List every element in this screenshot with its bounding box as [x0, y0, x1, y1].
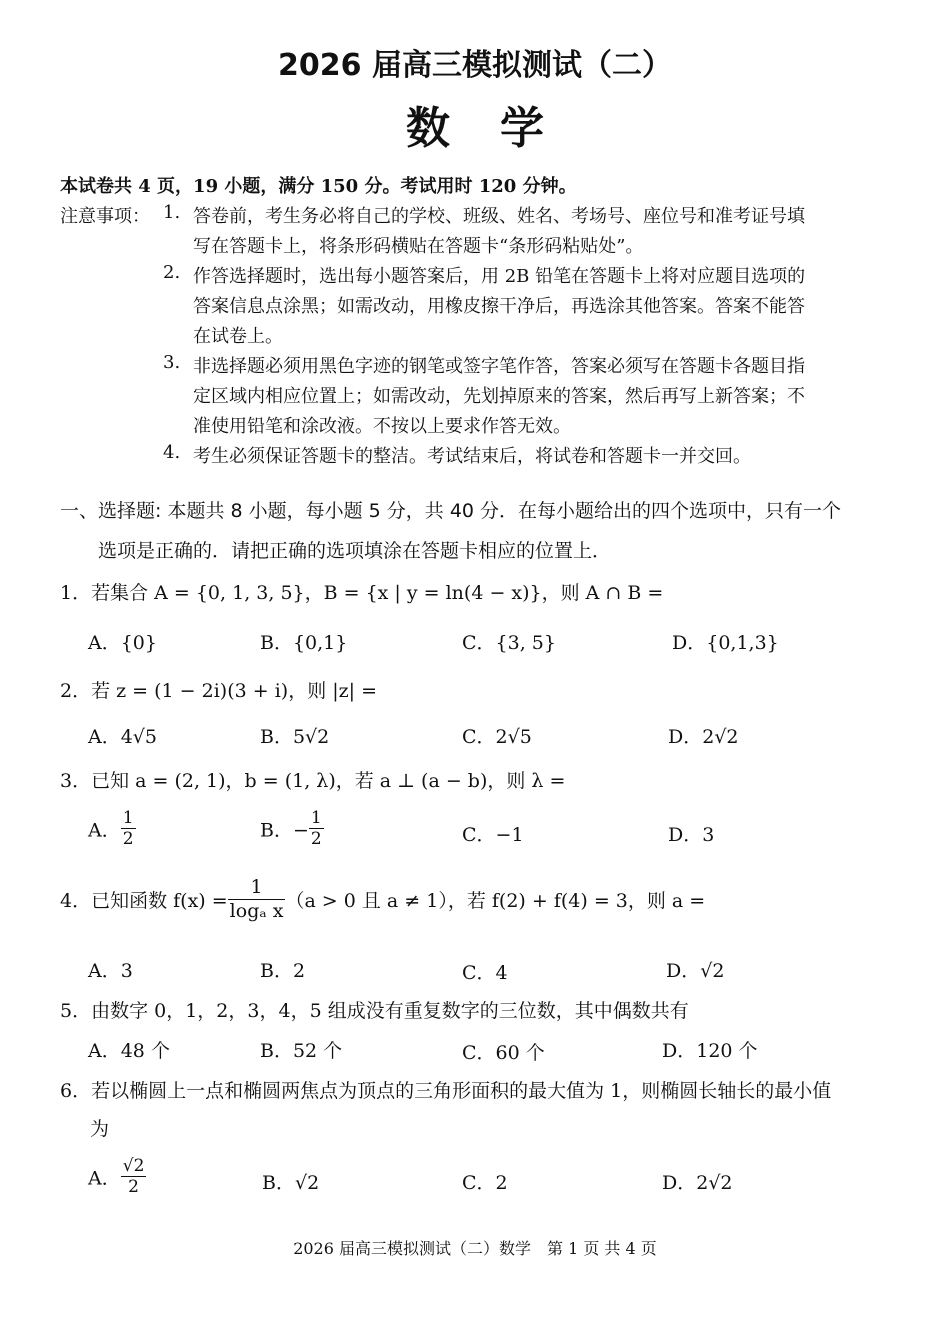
- option-d: D．3: [668, 824, 715, 846]
- notice-number: 4.: [163, 442, 181, 463]
- option-c: C．−1: [462, 824, 524, 846]
- option-a: A．4√5: [88, 726, 158, 748]
- option-c: C．2: [462, 1172, 508, 1194]
- option-b: B．√2: [262, 1172, 320, 1194]
- subject-title: 数学: [406, 103, 594, 154]
- option-d: D．{0,1,3}: [672, 632, 779, 654]
- notice-line: 非选择题必须用黑色字迹的钢笔或签字笔作答，答案必须写在答题卡各题目指: [193, 356, 805, 377]
- option-c: C．60 个: [462, 1042, 545, 1064]
- option-c: C．4: [462, 962, 508, 984]
- fraction-denominator: logₐ x: [229, 899, 284, 922]
- question-stem: 5．由数字 0，1，2，3，4，5 组成没有重复数字的三位数，其中偶数共有: [60, 1000, 689, 1022]
- option-a: [88, 1156, 146, 1198]
- fraction-denominator: 2: [122, 829, 134, 850]
- question-stem: [60, 876, 705, 923]
- fraction-numerator: 1: [310, 808, 322, 828]
- exam-title: 2026 届高三模拟测试（二）: [278, 48, 672, 83]
- section-heading-line2: 选项是正确的．请把正确的选项填涂在答题卡相应的位置上．: [98, 540, 612, 562]
- fraction-denominator: 2: [310, 829, 322, 850]
- notice-line: 作答选择题时，选出每小题答案后，用 2B 铅笔在答题卡上将对应题目选项的: [193, 266, 806, 287]
- option-c: C．2√5: [462, 726, 532, 748]
- fraction: [309, 808, 324, 850]
- notice-line: 答卷前，考生务必将自己的学校、班级、姓名、考场号、座位号和准考证号填: [193, 206, 805, 227]
- option-d: D．2√2: [668, 726, 739, 748]
- question-stem: 2．若 z = (1 − 2i)(3 + i)，则 |z| =: [60, 680, 378, 702]
- option-d: D．2√2: [662, 1172, 733, 1194]
- section-heading-line1: 一、选择题: 本题共 8 小题，每小题 5 分，共 40 分．在每小题给出的四个选项中，只有一个: [60, 500, 842, 522]
- option-a: A．48 个: [88, 1040, 170, 1062]
- notice-line: 在试卷上。: [193, 326, 283, 347]
- option-d: D．120 个: [662, 1040, 758, 1062]
- page-footer: 2026 届高三模拟测试（二）数学 第 1 页 共 4 页: [293, 1239, 657, 1258]
- option-b: B．5√2: [260, 726, 330, 748]
- notice-line: 写在答题卡上，将条形码横贴在答题卡“条形码粘贴处”。: [193, 236, 644, 257]
- stem-prefix: 4．已知函数 f(x) =: [60, 889, 228, 912]
- fraction: [121, 808, 136, 850]
- option-c: C．{3, 5}: [462, 632, 556, 654]
- stem-suffix: （a > 0 且 a ≠ 1），若 f(2) + f(4) = 3，则 a =: [285, 889, 706, 912]
- notice-line: 答案信息点涂黑；如需改动，用橡皮擦干净后，再选涂其他答案。答案不能答: [193, 296, 805, 317]
- option-b: B．52 个: [260, 1040, 343, 1062]
- notice-number: 2.: [163, 262, 181, 283]
- notice-line: 考生必须保证答题卡的整洁。考试结束后，将试卷和答题卡一并交回。: [193, 446, 751, 467]
- notice-number: 1.: [163, 202, 181, 223]
- question-stem: 3．已知 a = (2, 1)，b = (1, λ)，若 a ⊥ (a − b)，则 λ =: [60, 770, 566, 792]
- option-label: A．: [88, 1167, 121, 1190]
- notice-line: 定区域内相应位置上；如需改动，先划掉原来的答案，然后再写上新答案；不: [193, 386, 805, 407]
- option-b: [260, 808, 324, 850]
- question-stem-line1: 6．若以椭圆上一点和椭圆两焦点为顶点的三角形面积的最大值为 1，则椭圆长轴长的最小值: [60, 1080, 832, 1102]
- fraction-numerator: √2: [122, 1156, 145, 1176]
- option-b: B．2: [260, 960, 306, 982]
- notice-line: 准使用铅笔和涂改液。不按以上要求作答无效。: [193, 416, 571, 437]
- fraction-denominator: 2: [128, 1177, 139, 1198]
- notice-number: 3.: [163, 352, 181, 373]
- option-a: [88, 808, 136, 850]
- option-a: A．{0}: [88, 632, 157, 654]
- option-label: A．: [88, 819, 121, 842]
- option-a: A．3: [88, 960, 133, 982]
- option-d: D．√2: [666, 960, 725, 982]
- exam-info: 本试卷共 4 页，19 小题，满分 150 分。考试用时 120 分钟。: [60, 176, 577, 197]
- fraction-numerator: 1: [228, 876, 286, 900]
- fraction: [121, 1156, 147, 1198]
- fraction: [228, 876, 286, 923]
- option-label: B．−: [260, 819, 309, 842]
- fraction-numerator: 1: [122, 808, 134, 828]
- option-b: B．{0,1}: [260, 632, 348, 654]
- notice-label: 注意事项：: [60, 206, 150, 227]
- question-stem-line2: 为: [90, 1118, 110, 1140]
- question-stem: 1．若集合 A = {0, 1, 3, 5}，B = {x | y = ln(4 − x)}，则 A ∩ B =: [60, 582, 664, 604]
